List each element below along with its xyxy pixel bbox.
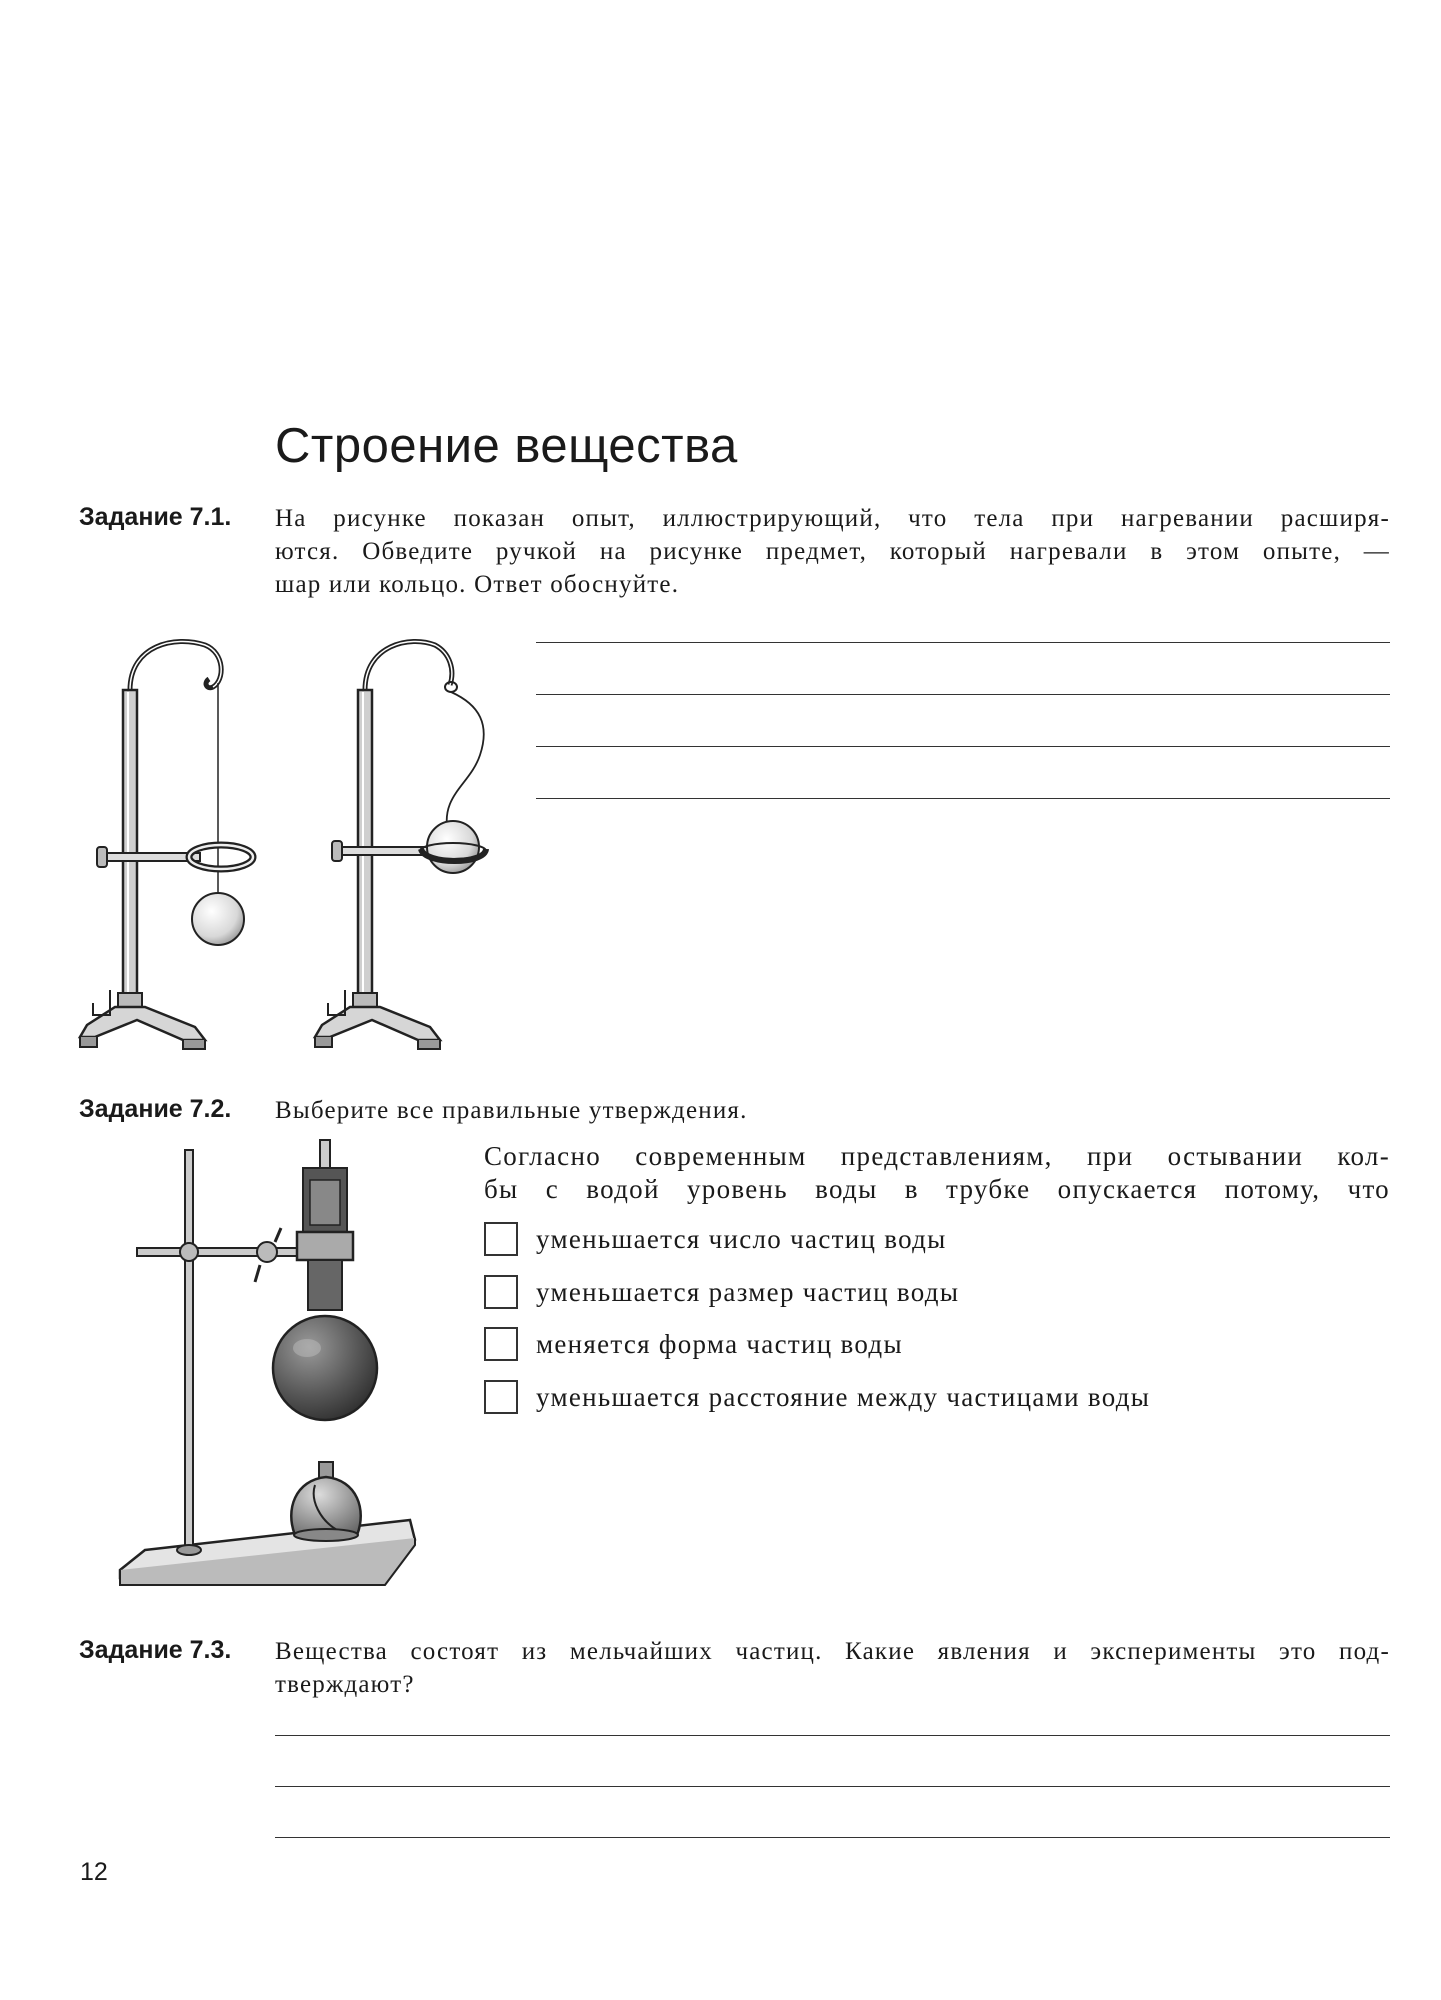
option-item[interactable] xyxy=(484,1325,903,1363)
task-7-3-line: Вещества состоят из мельчайших частиц. Какие явления и эксперименты это под- xyxy=(275,1638,1390,1665)
task-7-1-line: На рисунке показан опыт, иллюстрирующий, что тела при нагревании расширя- xyxy=(275,505,1390,532)
checkbox[interactable] xyxy=(484,1327,518,1361)
answer-line[interactable] xyxy=(536,694,1390,695)
answer-line[interactable] xyxy=(536,642,1390,643)
answer-line[interactable] xyxy=(275,1837,1390,1838)
task-7-2-prompt xyxy=(275,1094,1175,1127)
flask-on-stand-illustration xyxy=(115,1140,425,1595)
task-7-1-label: Задание 7.1. xyxy=(79,503,232,531)
option-label: уменьшается число частиц воды xyxy=(536,1223,947,1254)
answer-line[interactable] xyxy=(275,1735,1390,1736)
answer-line[interactable] xyxy=(275,1786,1390,1787)
task-7-3-line: тверждают? xyxy=(275,1671,415,1698)
statement-line: Согласно современным представлениям, при остывании кол- xyxy=(484,1141,1390,1171)
checkbox[interactable] xyxy=(484,1380,518,1414)
statement-line: бы с водой уровень воды в трубке опускается потому, что xyxy=(484,1174,1390,1204)
option-label: уменьшается расстояние между частицами воды xyxy=(536,1381,1151,1412)
task-7-2-prompt-text: Выберите все правильные утверждения. xyxy=(275,1097,748,1124)
task-7-3-label: Задание 7.3. xyxy=(79,1636,232,1664)
option-item[interactable] xyxy=(484,1273,959,1311)
task-7-1-text xyxy=(275,502,1390,601)
task-7-2-label: Задание 7.2. xyxy=(79,1095,232,1123)
option-item[interactable] xyxy=(484,1378,1150,1416)
page-title: Строение вещества xyxy=(275,419,738,473)
answer-line[interactable] xyxy=(536,798,1390,799)
answer-line[interactable] xyxy=(536,746,1390,747)
task-7-2-statement xyxy=(484,1140,1390,1206)
page-number: 12 xyxy=(80,1858,108,1886)
task-7-3-text xyxy=(275,1635,1390,1701)
option-item[interactable] xyxy=(484,1220,947,1258)
checkbox[interactable] xyxy=(484,1275,518,1309)
stand-with-ball-in-ring-illustration[interactable] xyxy=(310,635,500,1055)
checkbox[interactable] xyxy=(484,1222,518,1256)
option-label: уменьшается размер частиц воды xyxy=(536,1276,960,1307)
option-label: меняется форма частиц воды xyxy=(536,1328,903,1359)
stand-with-hanging-ball-illustration[interactable] xyxy=(75,635,265,1055)
task-7-1-line: шар или кольцо. Ответ обоснуйте. xyxy=(275,571,680,598)
task-7-1-line: ются. Обведите ручкой на рисунке предмет, который нагревали в этом опыте, — xyxy=(275,538,1390,565)
